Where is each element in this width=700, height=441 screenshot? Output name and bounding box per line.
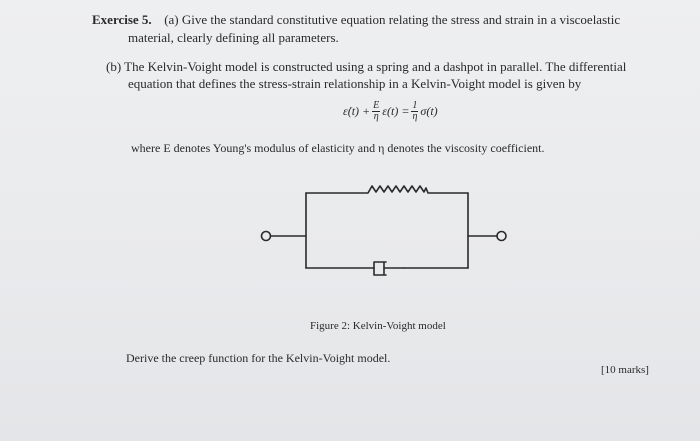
left-terminal — [262, 232, 271, 241]
eq-frac2-denominator: η — [412, 111, 418, 122]
eq-term-strain-rate: ε̇(t) + — [343, 104, 371, 118]
eq-term-strain: ε(t) = — [382, 104, 410, 118]
part-a-text-continued: material, clearly defining all parameters. — [128, 30, 339, 45]
figure-caption: Figure 2: Kelvin-Voight model — [310, 320, 446, 332]
part-a-text: (a) Give the standard constitutive equation relating the stress and strain in a viscoelastic — [164, 12, 621, 27]
marks-label: [10 marks] — [601, 364, 649, 376]
part-b-text-continued: equation that defines the stress-strain relationship in a Kelvin-Voight model is given by — [128, 76, 582, 91]
exercise-label: Exercise 5. — [92, 12, 152, 27]
eq-frac2-numerator: 1 — [412, 100, 418, 111]
where-text: where E denotes Young's modulus of elasticity and η denotes the viscosity coefficient. — [131, 141, 545, 155]
part-b-text: (b) The Kelvin-Voight model is constructed using a spring and a dashpot in parallel. The differential — [106, 59, 627, 74]
eq-frac1-numerator: E — [373, 100, 380, 111]
right-terminal — [497, 232, 506, 241]
eq-term-stress: σ(t) — [420, 104, 438, 118]
spring-element — [306, 186, 468, 193]
eq-frac1-denominator: η — [373, 111, 379, 122]
derive-question: Derive the creep function for the Kelvin-Voight model. — [126, 351, 391, 365]
